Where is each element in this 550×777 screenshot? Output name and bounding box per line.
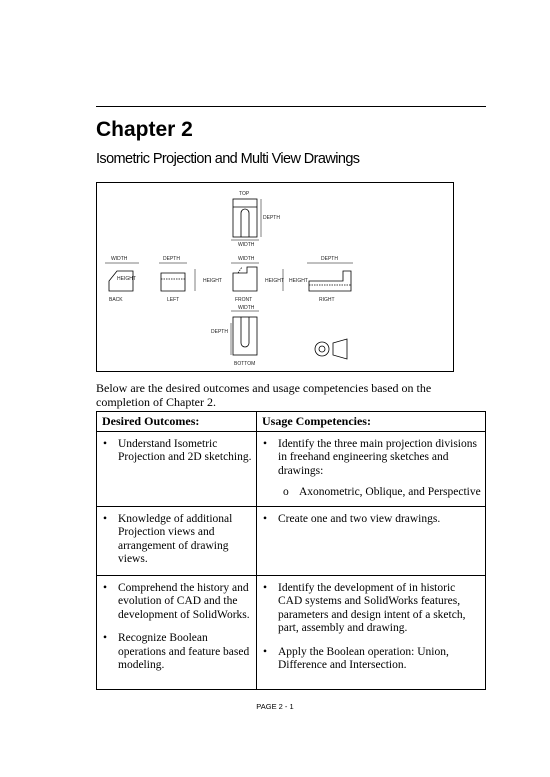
label-depth-right: DEPTH xyxy=(321,256,338,262)
label-back: BACK xyxy=(109,297,123,303)
bullet-icon: • xyxy=(103,512,108,525)
sub-bullet-icon: o xyxy=(283,486,289,498)
top-view xyxy=(233,199,257,237)
multiview-figure xyxy=(96,182,454,372)
table-row xyxy=(97,506,486,575)
bullet-icon: • xyxy=(263,437,268,450)
left-view xyxy=(161,273,185,291)
bullet-icon: • xyxy=(263,512,268,525)
competency-text: Identify the three main projection divisions in freehand engineering sketches and drawings: xyxy=(278,437,477,477)
multiview-drawing xyxy=(97,183,455,373)
label-front: FRONT xyxy=(235,297,253,303)
label-depth-bottom: DEPTH xyxy=(211,329,228,335)
label-width-bottom: WIDTH xyxy=(238,305,255,311)
competency-text: Create one and two view drawings. xyxy=(278,512,441,525)
label-width-top: WIDTH xyxy=(238,242,255,248)
label-height-back: HEIGHT xyxy=(117,276,136,282)
bullet-icon: • xyxy=(103,437,108,450)
table-header-row xyxy=(97,412,486,432)
outcome-text: Knowledge of additional Projection views and arrangement of drawing views. xyxy=(118,512,233,565)
top-view-slot xyxy=(241,209,249,237)
outcome-cell xyxy=(97,506,257,575)
chapter-subtitle: Isometric Projection and Multi View Drawings xyxy=(96,151,360,167)
competency-cell xyxy=(257,575,486,689)
competency-text: Apply the Boolean operation: Union, Difference and Intersection. xyxy=(278,645,449,671)
competency-table xyxy=(96,411,486,690)
chapter-title: Chapter 2 xyxy=(96,118,193,141)
label-width-back: WIDTH xyxy=(111,256,128,262)
label-height-left: HEIGHT xyxy=(203,278,222,284)
outcome-text: Comprehend the history and evolution of CAD and the development of SolidWorks. xyxy=(118,581,250,621)
competency-cell xyxy=(257,506,486,575)
label-depth-left: DEPTH xyxy=(163,256,180,262)
label-bottom: BOTTOM xyxy=(234,361,256,367)
sub-competency-text: Axonometric, Oblique, and Perspective xyxy=(299,486,481,498)
top-rule xyxy=(96,106,486,107)
label-top: TOP xyxy=(239,191,250,197)
outcome-cell xyxy=(97,431,257,506)
label-depth-top: DEPTH xyxy=(263,215,280,221)
outcome-text: Understand Isometric Projection and 2D sketching. xyxy=(118,437,252,463)
bullet-icon: • xyxy=(103,581,108,594)
header-competencies: Usage Competencies: xyxy=(257,412,486,432)
table-row xyxy=(97,575,486,689)
bottom-view-slot xyxy=(241,317,249,347)
iso-cone xyxy=(333,339,347,359)
label-width-front: WIDTH xyxy=(238,256,255,262)
front-view xyxy=(233,267,257,291)
label-height-front: HEIGHT xyxy=(265,278,284,284)
outcome-cell xyxy=(97,575,257,689)
iso-circle xyxy=(315,342,329,356)
header-outcomes: Desired Outcomes: xyxy=(97,412,257,432)
page-number: PAGE 2 - 1 xyxy=(256,702,294,711)
table-row xyxy=(97,431,486,506)
right-view xyxy=(309,271,351,291)
label-height-right: HEIGHT xyxy=(289,278,308,284)
competency-cell xyxy=(257,431,486,506)
bullet-icon: • xyxy=(103,632,108,644)
bullet-icon: • xyxy=(263,581,268,594)
competency-text: Identify the development of in historic CAD systems and SolidWorks features, parameters and design intent of a sketch, part, assembly and drawing. xyxy=(278,581,466,634)
bottom-view xyxy=(233,317,257,355)
label-right: RIGHT xyxy=(319,297,335,303)
intro-paragraph: Below are the desired outcomes and usage competencies based on the completion of Chapter 2. xyxy=(96,381,432,409)
bullet-icon: • xyxy=(263,645,268,658)
label-left: LEFT xyxy=(167,297,180,303)
outcome-text: Recognize Boolean operations and feature based modeling. xyxy=(118,632,250,671)
